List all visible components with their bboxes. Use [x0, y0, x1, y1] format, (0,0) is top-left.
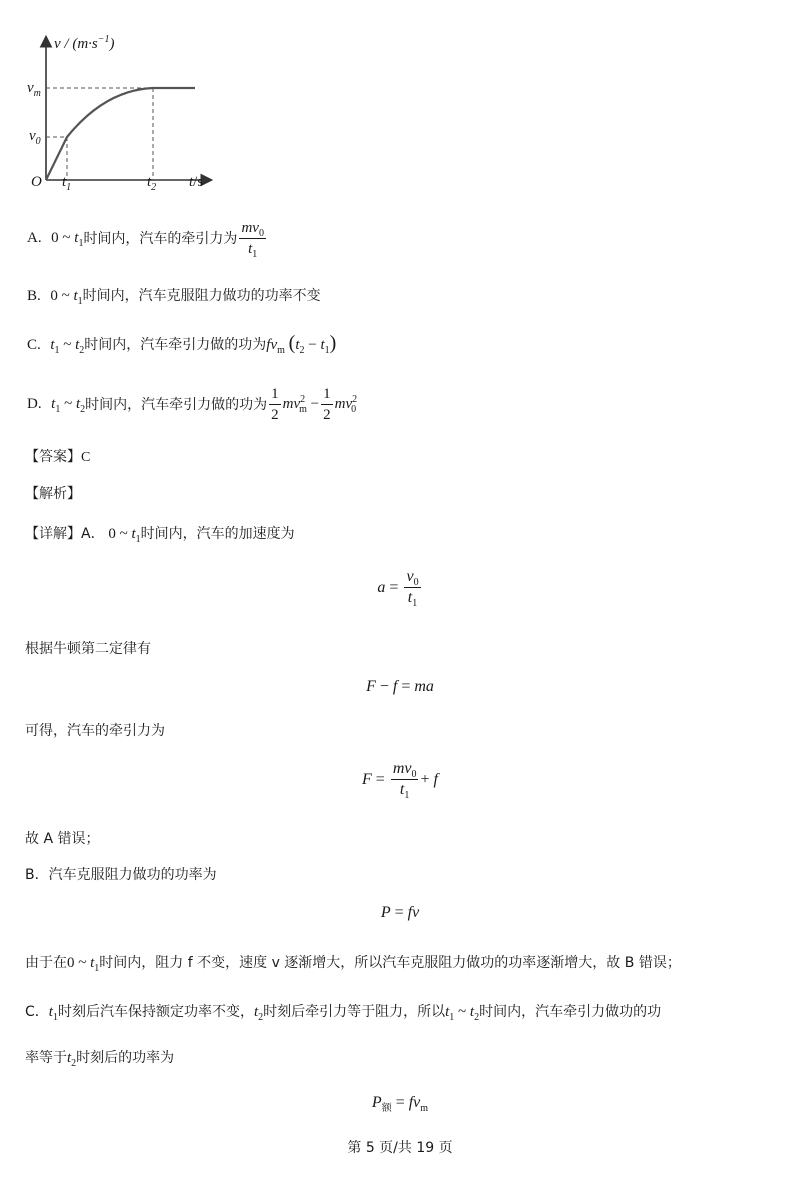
- detail-b: B．汽车克服阻力做功的功率为: [25, 867, 217, 883]
- detail-c: C．$t_1$时刻后汽车保持额定功率不变，$t_2$时刻后牵引力等于阻力，所以$t_1$ ~ $t_2$时间内，汽车牵引力做功的功: [25, 1004, 662, 1023]
- t2-label: $t_2$: [147, 174, 157, 193]
- velocity-curve: [46, 88, 195, 180]
- answer-line: 【答案】C: [25, 449, 91, 465]
- option-c: C. $t_1$ ~ $t_2$时间内，汽车牵引力做的功为$fv_m$ $(t_2 - t_1)$: [27, 332, 337, 356]
- detail-a-wrong: 故 A 错误；: [25, 831, 100, 847]
- option-d: D. $t_1$ ~ $t_2$ 时间内，汽车牵引力做的功为 $\frac{1}{2}$ $mv^2_m$ − $\frac{1}{2}$ $mv^2_0$: [27, 385, 358, 423]
- page-footer: 第 5 页/共 19 页: [347, 1140, 453, 1156]
- detail-newton: 根据牛顿第二定律有: [25, 641, 151, 657]
- v0-label: $v_0$: [29, 128, 41, 147]
- x-axis-label: t/s: [189, 174, 204, 190]
- origin-label: O: [31, 174, 42, 190]
- equation-power: P = fv: [380, 904, 420, 921]
- analysis-label: 【解析】: [25, 486, 81, 502]
- option-b: B. 0 ~ $t_1$时间内，汽车克服阻力做功的功率不变: [27, 288, 321, 307]
- detail-c2: 率等于$t_2$时刻后的功率为: [25, 1050, 175, 1069]
- detail-then: 可得，汽车的牵引力为: [25, 723, 165, 739]
- y-axis-label: $v / (m\cdot s^{-1})$: [54, 34, 115, 52]
- equation-rated-power: $P_额 = fv_m$: [371, 1094, 429, 1115]
- detail-b2: 由于在0 ~ $t_1$时间内，阻力 f 不变，速度 v 逐渐增大，所以汽车克服阻力做功的功率逐渐增大，故 B 错误；: [25, 955, 681, 974]
- option-a: A. 0 ~ $t_1$ 时间内，汽车的牵引力为 $\frac{mv_0}{t_1}$: [27, 219, 264, 260]
- vm-label: $v_m$: [27, 80, 41, 99]
- equation-traction: F = $\frac{mv_0}{t_1}$ + f: [362, 760, 438, 802]
- equation-newton: F − f = ma: [366, 678, 434, 695]
- equation-acceleration: a = $\frac{v_0}{t_1}$: [377, 568, 419, 610]
- t1-label: $t_1$: [62, 174, 72, 193]
- detail-line-a: 【详解】A． 0 ~ $t_1$时间内，汽车的加速度为: [25, 526, 295, 545]
